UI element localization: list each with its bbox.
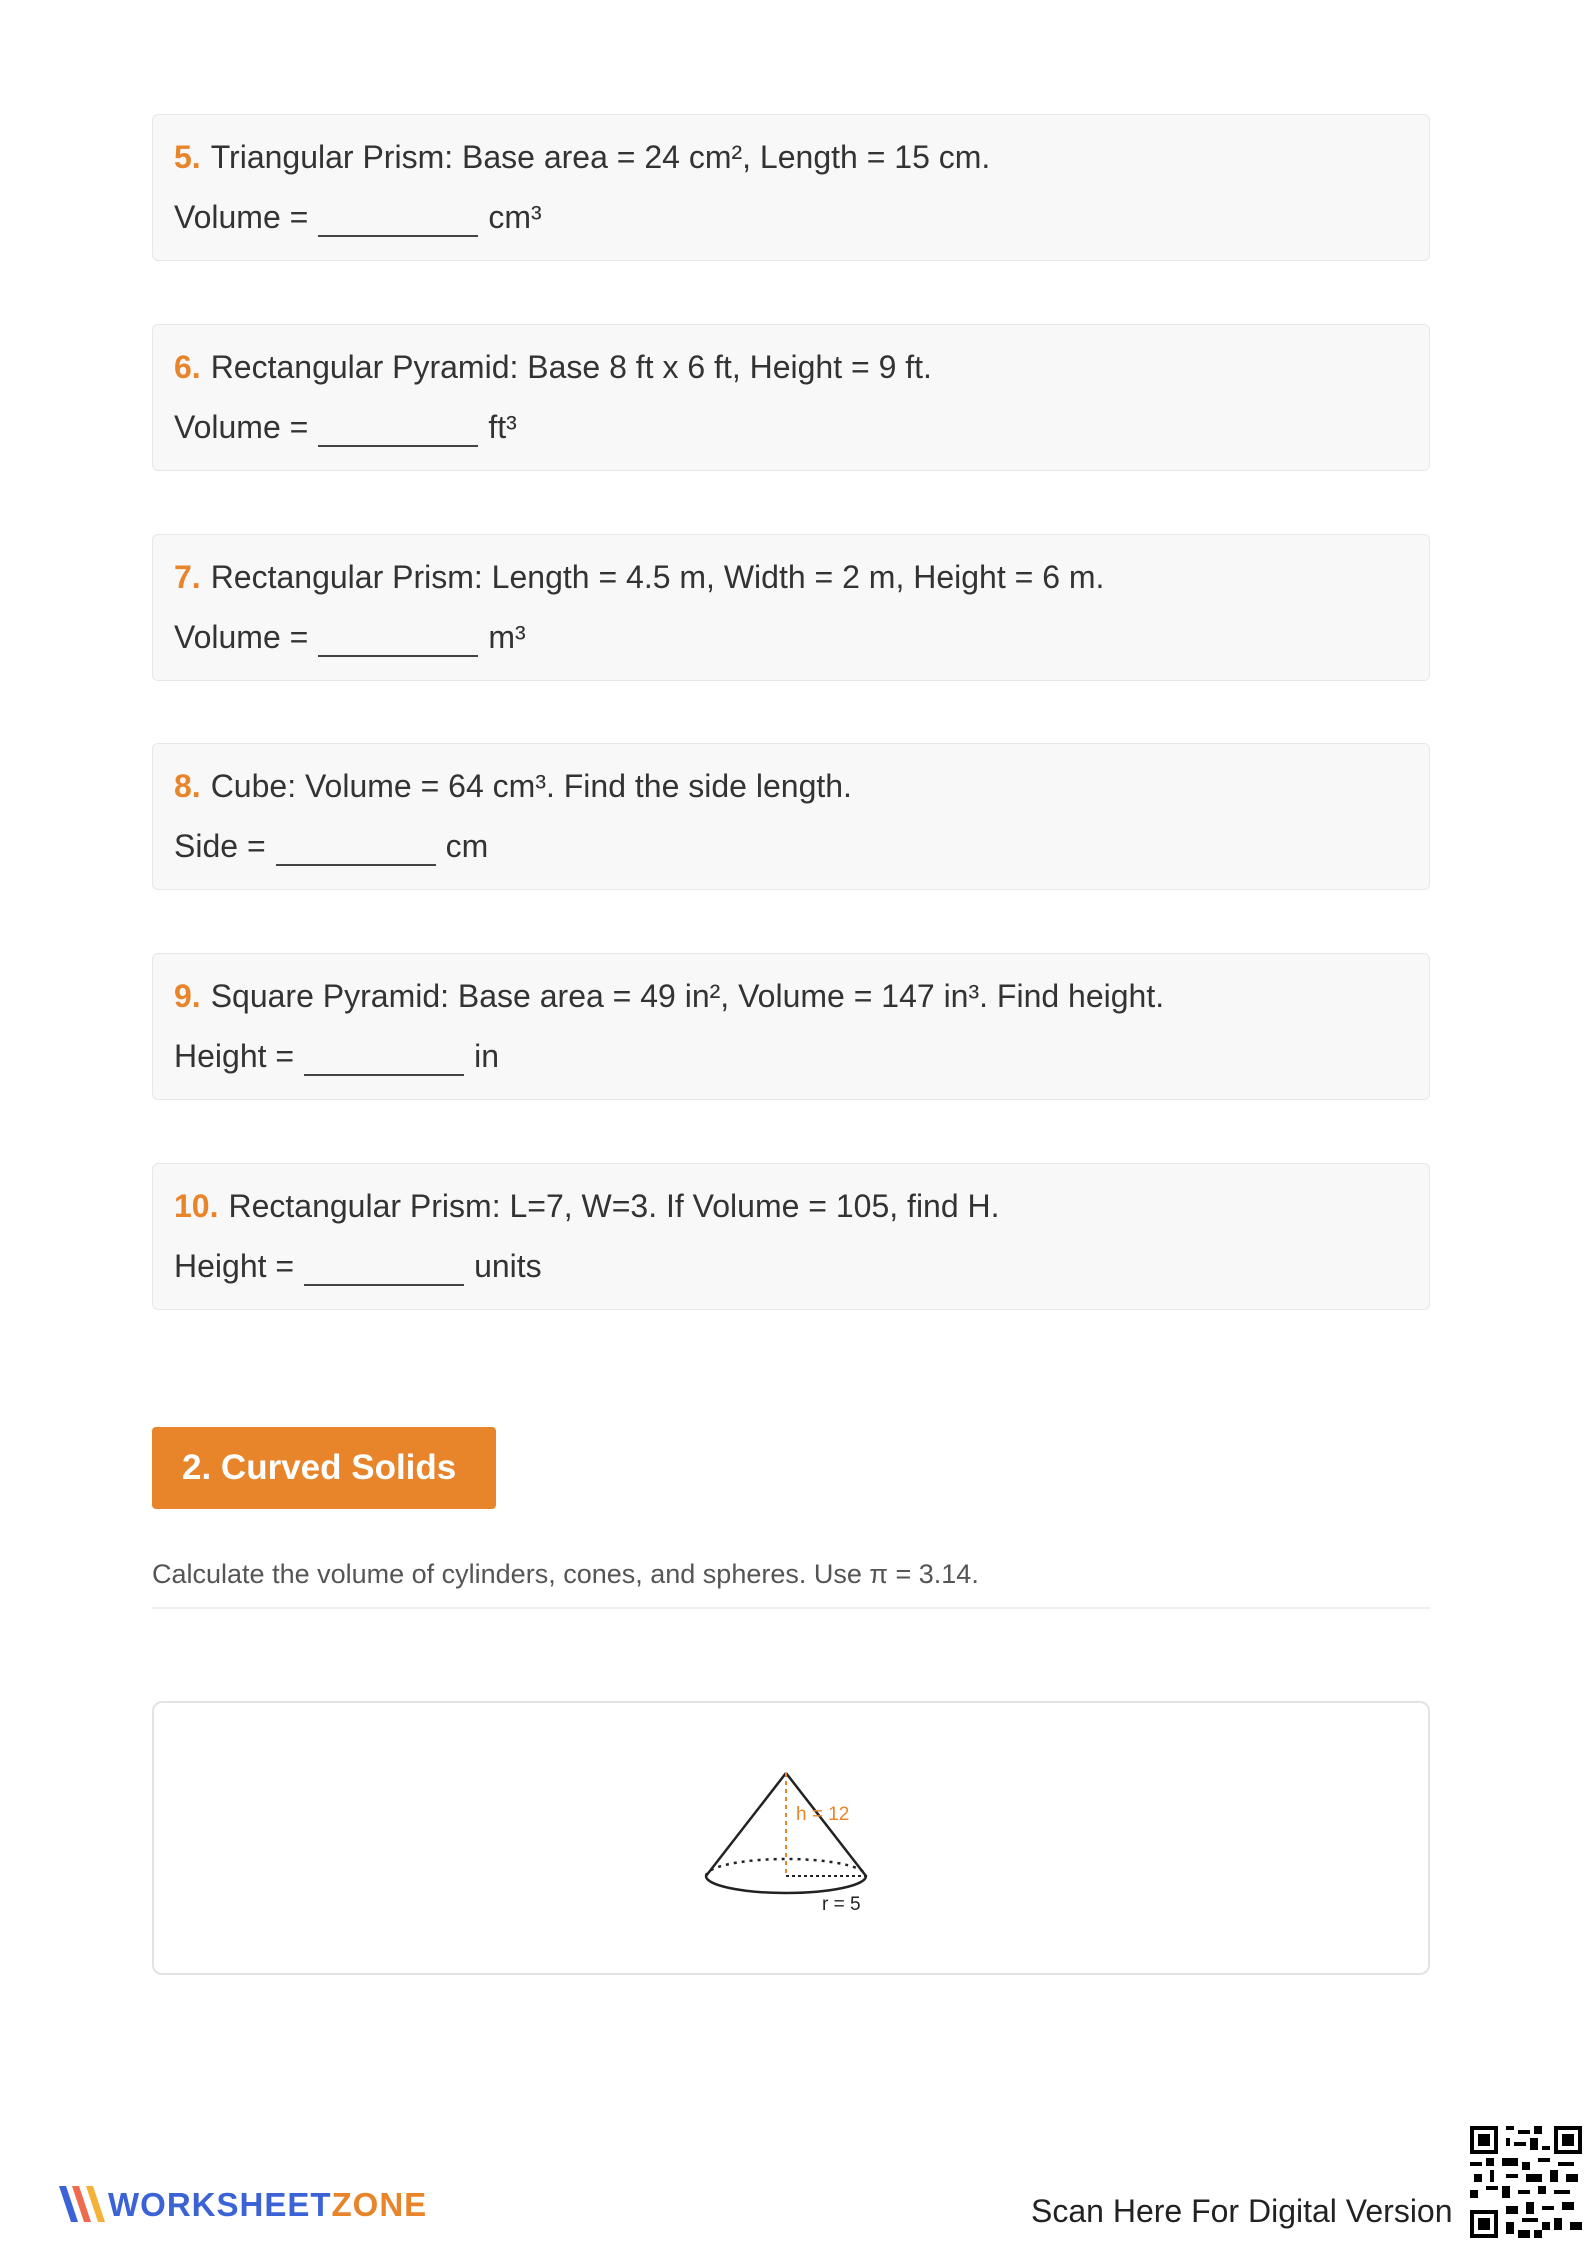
answer-unit: units	[474, 1248, 542, 1284]
question-line	[174, 766, 852, 806]
problem-card	[152, 953, 1430, 1100]
question-text: Rectangular Prism: L=7, W=3. If Volume = 105, find H.	[228, 1188, 1000, 1224]
question-text: Square Pyramid: Base area = 49 in², Volume = 147 in³. Find height.	[210, 978, 1165, 1014]
question-number: 6.	[174, 349, 201, 385]
problem-card	[152, 114, 1430, 261]
question-line	[174, 347, 932, 387]
answer-label: Volume =	[174, 619, 309, 655]
question-number: 5.	[174, 139, 201, 175]
scan-caption: Scan Here For Digital Version	[1031, 2193, 1453, 2229]
brand-part-2: ZONE	[331, 2186, 428, 2223]
divider	[152, 1607, 1430, 1609]
question-number: 8.	[174, 768, 201, 804]
answer-label: Side =	[174, 828, 266, 864]
question-line	[174, 557, 1104, 597]
answer-unit: cm³	[488, 199, 542, 235]
section-instructions: Calculate the volume of cylinders, cones, and spheres. Use π = 3.14.	[152, 1559, 979, 1589]
answer-unit: in	[474, 1038, 499, 1074]
answer-unit: ft³	[488, 409, 517, 445]
question-line	[174, 137, 990, 177]
answer-unit: cm	[445, 828, 489, 864]
question-number: 7.	[174, 559, 201, 595]
question-text: Triangular Prism: Base area = 24 cm², Length = 15 cm.	[210, 139, 991, 175]
problem-card	[152, 743, 1430, 890]
brand-part-1: WORKSHEET	[108, 2186, 332, 2223]
question-text: Rectangular Prism: Length = 4.5 m, Width = 2 m, Height = 6 m.	[210, 559, 1105, 595]
cone-left-edge	[706, 1773, 786, 1876]
question-line	[174, 976, 1164, 1016]
height-label: h = 12	[796, 1804, 850, 1825]
answer-label: Height =	[174, 1038, 295, 1074]
answer-line	[174, 1246, 542, 1286]
answer-line	[174, 617, 526, 657]
brand-name	[108, 2186, 427, 2224]
answer-unit: m³	[488, 619, 526, 655]
brand-logo-icon	[56, 2178, 108, 2230]
qr-code-icon[interactable]	[1470, 2126, 1582, 2238]
section-header	[152, 1427, 496, 1509]
answer-blank[interactable]	[304, 1250, 464, 1286]
answer-line	[174, 826, 488, 866]
answer-label: Height =	[174, 1248, 295, 1284]
problem-card	[152, 534, 1430, 681]
question-number: 9.	[174, 978, 201, 1014]
question-number: 10.	[174, 1188, 219, 1224]
answer-blank[interactable]	[276, 830, 436, 866]
question-line	[174, 1186, 1000, 1226]
answer-blank[interactable]	[318, 201, 478, 237]
answer-blank[interactable]	[304, 1040, 464, 1076]
radius-label: r = 5	[822, 1894, 861, 1915]
problem-card	[152, 324, 1430, 471]
section-title: 2. Curved Solids	[182, 1448, 457, 1487]
problem-card	[152, 1163, 1430, 1310]
answer-blank[interactable]	[318, 411, 478, 447]
question-text: Cube: Volume = 64 cm³. Find the side length.	[210, 768, 852, 804]
question-text: Rectangular Pyramid: Base 8 ft x 6 ft, Height = 9 ft.	[210, 349, 932, 385]
cone-base-front	[706, 1876, 866, 1893]
answer-blank[interactable]	[318, 621, 478, 657]
answer-line	[174, 197, 542, 237]
answer-label: Volume =	[174, 409, 309, 445]
answer-line	[174, 1036, 499, 1076]
cone-diagram	[694, 1758, 934, 1938]
answer-label: Volume =	[174, 199, 309, 235]
figure-box	[152, 1701, 1430, 1975]
answer-line	[174, 407, 517, 447]
